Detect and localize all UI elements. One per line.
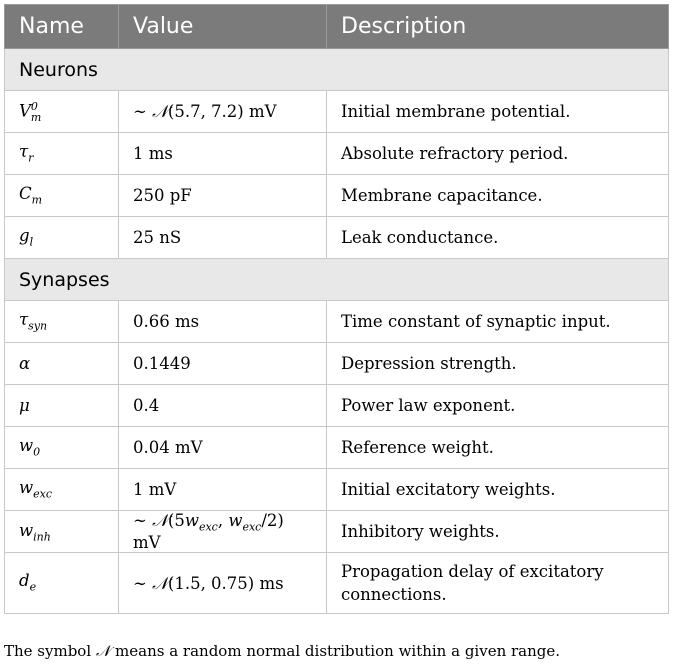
param-value: 0.66 ms: [119, 301, 327, 343]
param-value: 25 nS: [119, 217, 327, 259]
var-sub: exc: [242, 520, 262, 534]
param-description: Time constant of synaptic input.: [327, 301, 669, 343]
table-row: [5, 343, 669, 385]
param-subsup: [31, 101, 41, 123]
param-description: Propagation delay of excitatory connections.: [327, 553, 669, 614]
param-name: α: [5, 343, 119, 385]
param-description: Power law exponent.: [327, 385, 669, 427]
param-value: 1 ms: [119, 133, 327, 175]
table-row: [5, 427, 669, 469]
param-name: $C_m$: [5, 175, 119, 217]
param-description: Membrane capacitance.: [327, 175, 669, 217]
param-value: 0.4: [119, 385, 327, 427]
param-name: $\tau_r$: [5, 133, 119, 175]
table-row: [5, 133, 669, 175]
param-description: Initial excitatory weights.: [327, 469, 669, 511]
table-row: [5, 469, 669, 511]
param-sub: exc: [33, 487, 52, 501]
param-sub: l: [29, 235, 34, 249]
param-sub: syn: [28, 319, 48, 333]
param-value: ∼ 𝒩(5.7, 7.2) mV: [119, 91, 327, 133]
param-description: Reference weight.: [327, 427, 669, 469]
param-value: 1 mV: [119, 469, 327, 511]
param-description: Initial membrane potential.: [327, 91, 669, 133]
parameter-table: [4, 4, 669, 614]
header-value: Value: [119, 5, 327, 49]
param-sub: r: [28, 151, 34, 165]
param-sub: m: [31, 193, 43, 207]
param-value: ∼ $𝒩(5w_{exc}$, $w_{exc}/2$) mV: [119, 511, 327, 553]
footnote-after: means a random normal distribution within a given range.: [110, 642, 561, 660]
param-sub: e: [29, 579, 37, 593]
normal-dist-symbol: 𝒩: [152, 101, 168, 121]
var-w: w: [184, 511, 199, 530]
param-value: 250 pF: [119, 175, 327, 217]
section-row: [5, 49, 669, 91]
param-name: $w_0$: [5, 427, 119, 469]
normal-dist-symbol: 𝒩: [152, 573, 168, 593]
table-row: [5, 175, 669, 217]
normal-dist-symbol: 𝒩: [152, 511, 168, 530]
param-sub: 0: [33, 445, 41, 459]
table-row: [5, 385, 669, 427]
param-sub: m: [30, 110, 42, 124]
section-title: Synapses: [5, 259, 669, 301]
param-description: Inhibitory weights.: [327, 511, 669, 553]
param-sub: inh: [33, 529, 51, 543]
param-value: ∼ 𝒩(1.5, 0.75) ms: [119, 553, 327, 614]
param-value: 0.1449: [119, 343, 327, 385]
table-header-row: [5, 5, 669, 49]
table-footnote: [4, 642, 560, 660]
param-name: $d_e$: [5, 553, 119, 614]
param-sup: 0: [30, 99, 38, 113]
param-name: μ: [5, 385, 119, 427]
param-name: $w_{exc}$: [5, 469, 119, 511]
header-name: Name: [5, 5, 119, 49]
footnote-symbol: 𝒩: [95, 642, 111, 660]
param-description: Leak conductance.: [327, 217, 669, 259]
header-description: Description: [327, 5, 669, 49]
var-w: w: [228, 511, 243, 530]
param-name: $w_{inh}$: [5, 511, 119, 553]
param-description: Absolute refractory period.: [327, 133, 669, 175]
param-name: V 0 m: [5, 91, 119, 133]
footnote-before: The symbol: [4, 642, 96, 660]
section-title: Neurons: [5, 49, 669, 91]
table-row: [5, 553, 669, 614]
table-row: [5, 91, 669, 133]
section-row: [5, 259, 669, 301]
table-row: [5, 301, 669, 343]
param-value: 0.04 mV: [119, 427, 327, 469]
var-sub: exc: [198, 520, 218, 534]
param-name: $g_l$: [5, 217, 119, 259]
table-row: [5, 511, 669, 553]
param-name: $\tau_{syn}$: [5, 301, 119, 343]
table-body: [5, 49, 669, 614]
table-row: [5, 217, 669, 259]
param-description: Depression strength.: [327, 343, 669, 385]
